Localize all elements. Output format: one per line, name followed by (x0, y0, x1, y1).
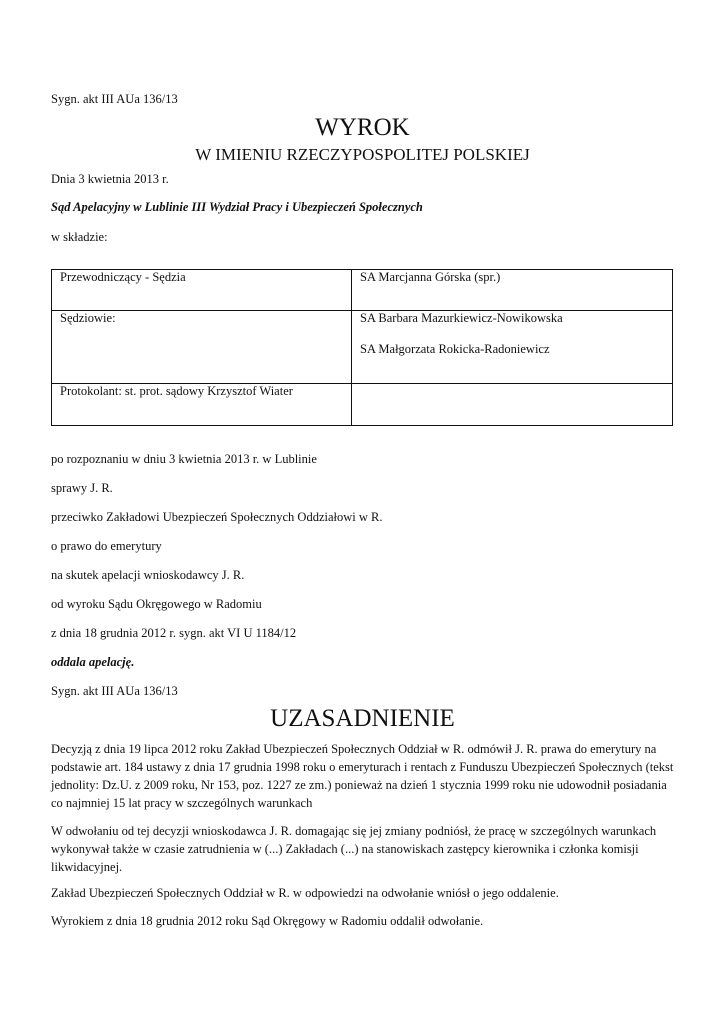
verdict: oddala apelację. (51, 655, 135, 669)
justification-paragraph: Wyrokiem z dnia 18 grudnia 2012 roku Sąd Okręgowy w Radomiu oddalił odwołanie. (51, 914, 484, 928)
justification-paragraph: Decyzją z dnia 19 lipca 2012 roku Zakład Ubezpieczeń Społecznych Oddział w R. odmówił J. R. prawa do emerytury na podstawie art. 184 ustawy z dnia 17 grudnia 1998 roku o emeryturach i rentach z Funduszu Ubezpieczeń Społecznych (tekst jednolity: Dz.U. z 2009 roku, Nr 153, poz. 1227 ze zm.) ponieważ na dzień 1 stycznia 1999 roku nie udowodnił posiadania co najmniej 15 lat pracy w szczególnych warunkach (51, 742, 674, 810)
composition-label: w składzie: (51, 230, 108, 244)
panel-table (51, 269, 673, 426)
panel-row-chair (52, 270, 673, 311)
chair-label: Przewodniczący - Sędzia (52, 270, 352, 311)
case-reference-top: Sygn. akt III AUa 136/13 (51, 92, 178, 106)
justification-paragraph: W odwołaniu od tej decyzji wnioskodawca J. R. domagając się jej zmiany podniósł, że pracę w szczególnych warunkach wykonywał także w czasie zatrudnienia w (...) Zakładach (...) na stanowiskach zastępcy kierownika i członka komisji likwidacyjnej. (51, 824, 657, 874)
body-line: na skutek apelacji wnioskodawcy J. R. (51, 568, 245, 582)
body-line: o prawo do emerytury (51, 539, 162, 553)
panel-row-judges (52, 311, 673, 384)
justification-title: UZASADNIENIE (270, 705, 455, 732)
panel-row-clerk (52, 384, 673, 426)
body-line: przeciwko Zakładowi Ubezpieczeń Społecznych Oddziałowi w R. (51, 510, 383, 524)
judge-name-1: SA Barbara Mazurkiewicz-Nowikowska (360, 311, 563, 325)
clerk-label: Protokolant: st. prot. sądowy Krzysztof Wiater (52, 384, 352, 426)
body-line: od wyroku Sądu Okręgowego w Radomiu (51, 597, 262, 611)
court-name: Sąd Apelacyjny w Lublinie III Wydział Pracy i Ubezpieczeń Społecznych (51, 200, 423, 214)
case-reference-bottom: Sygn. akt III AUa 136/13 (51, 684, 178, 698)
judge-name-2: SA Małgorzata Rokicka-Radoniewicz (360, 342, 550, 356)
body-line: z dnia 18 grudnia 2012 r. sygn. akt VI U 1184/12 (51, 626, 297, 640)
chair-name: SA Marcjanna Górska (spr.) (352, 270, 673, 311)
judges-label: Sędziowie: (52, 311, 352, 384)
judgment-date: Dnia 3 kwietnia 2013 r. (51, 172, 169, 186)
clerk-value (352, 384, 673, 426)
judges-cell (352, 311, 673, 384)
judgment-title: WYROK (315, 114, 410, 141)
justification-paragraph: Zakład Ubezpieczeń Społecznych Oddział w R. w odpowiedzi na odwołanie wniósł o jego oddalenie. (51, 886, 559, 900)
judgment-subtitle: W IMIENIU RZECZYPOSPOLITEJ POLSKIEJ (195, 145, 530, 164)
body-line: sprawy J. R. (51, 481, 113, 495)
body-line: po rozpoznaniu w dniu 3 kwietnia 2013 r. w Lublinie (51, 452, 317, 466)
